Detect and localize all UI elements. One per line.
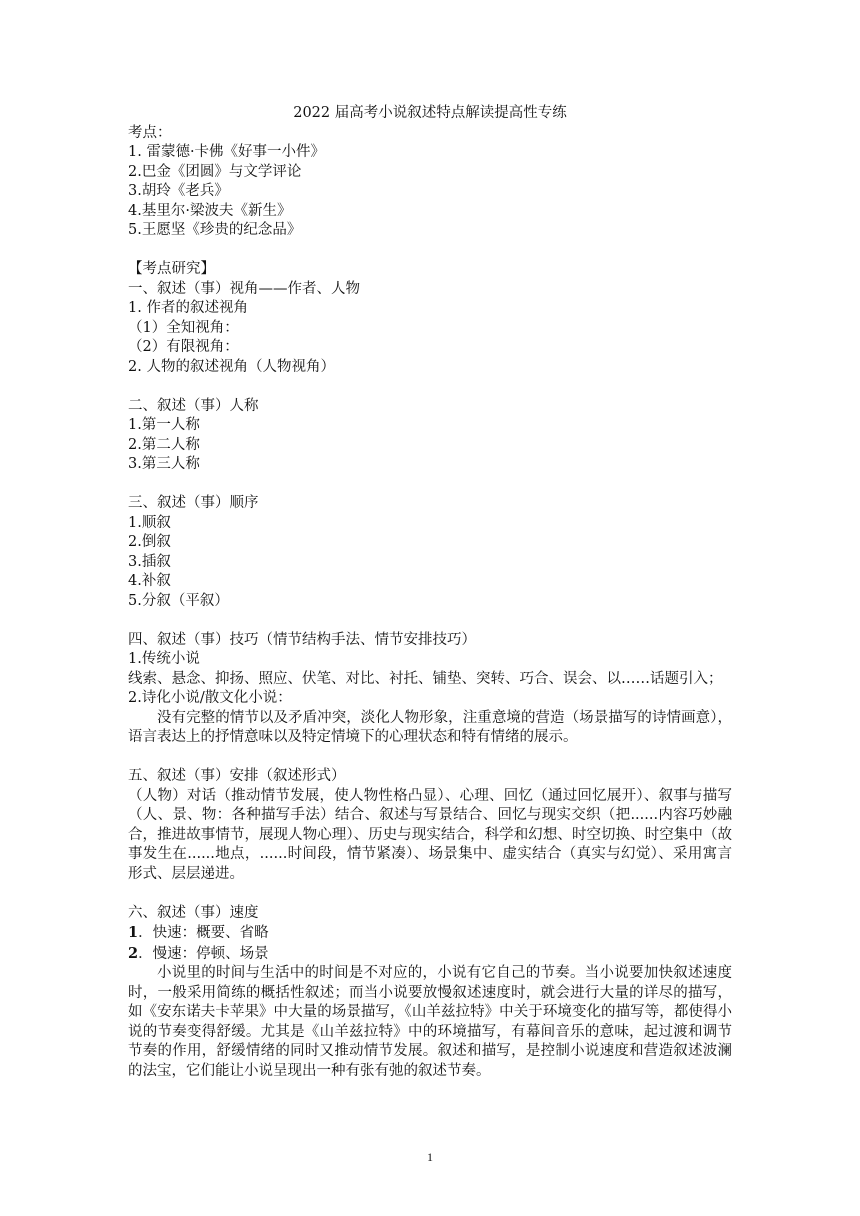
section-line: 4.补叙 — [128, 573, 171, 589]
subsection-heading: 2.诗化小说/散文化小说： — [128, 690, 292, 706]
paragraph: （人物）对话（推动情节发展，使人物性格凸显）、心理、回忆（通过回忆展开）、叙事与描写（人、景、物：各种描写手法）结合、叙述与写景结合、回忆与现实交织（把......内容巧妙融合，推进故事情节，展现人物心理）、历史与现实结合，科学和幻想、时空切换、时空集中（故事发生在......地点，......时间段，情节紧凑）、场景集中、虚实结合（真实与幻觉）、采用寓言形式、层层递进。 — [128, 787, 732, 882]
section-line: 2.第二人称 — [128, 436, 200, 453]
section-heading: 三、叙述（事）顺序 — [128, 495, 259, 511]
point-item: 3.胡玲《老兵》 — [128, 183, 229, 199]
point-item: 1. 雷蒙德·卡佛《好事一小件》 — [128, 144, 326, 160]
document-title: 2022 届高考小说叙述特点解读提高性专练 — [293, 105, 567, 121]
subsection-heading: 1.传统小说 — [128, 651, 200, 667]
section-heading: 一、叙述（事）视角——作者、人物 — [128, 280, 360, 297]
point-item: 2.巴金《团圆》与文学评论 — [128, 163, 302, 180]
page-number: 1 — [427, 1150, 433, 1164]
spacer — [128, 475, 732, 495]
section-line: 2. 人物的叙述视角（人物视角） — [128, 358, 335, 375]
points-heading: 考点： — [128, 124, 172, 141]
point-item: 5.王愿坚《珍贵的纪念品》 — [128, 222, 302, 238]
spacer — [128, 241, 732, 261]
spacer — [128, 611, 732, 631]
section-line: 3.插叙 — [128, 553, 171, 570]
list-text: ．快速：概要、省略 — [138, 925, 269, 941]
section-line: 3.第三人称 — [128, 456, 200, 472]
speed-slow-line — [128, 944, 732, 965]
research-heading: 【考点研究】 — [128, 261, 215, 277]
section-line: 2.倒叙 — [128, 534, 171, 550]
section-line: 1.顺叙 — [128, 514, 171, 531]
list-number: 1 — [128, 924, 139, 941]
speed-fast-line — [128, 923, 732, 944]
section-line: 1. 作者的叙述视角 — [128, 300, 248, 316]
section-line: （1）全知视角： — [128, 319, 239, 336]
section-line: 1.第一人称 — [128, 417, 200, 433]
section-heading: 四、叙述（事）技巧（情节结构手法、情节安排技巧） — [128, 631, 476, 648]
section-heading: 六、叙述（事）速度 — [128, 904, 259, 921]
spacer — [128, 748, 732, 768]
section-line: （2）有限视角： — [128, 339, 239, 355]
document-body — [128, 104, 732, 1081]
paragraph: 没有完整的情节以及矛盾冲突，淡化人物形象，注重意境的营造（场景描写的诗情画意），语言表达上的抒情意味以及特定情境下的心理状态和特有情绪的展示。 — [128, 709, 732, 745]
point-item: 4.基里尔·梁波夫《新生》 — [128, 202, 292, 219]
spacer — [128, 884, 732, 904]
section-heading: 五、叙述（事）安排（叙述形式） — [128, 768, 346, 784]
section-line: 5.分叙（平叙） — [128, 592, 229, 609]
spacer — [128, 377, 732, 397]
paragraph: 线索、悬念、抑扬、照应、伏笔、对比、衬托、铺垫、突转、巧合、误会、以……话题引入； — [128, 670, 723, 687]
list-number: 2 — [128, 944, 139, 962]
paragraph: 小说里的时间与生活中的时间是不对应的，小说有它自己的节奏。当小说要加快叙述速度时，一般采用简练的概括性叙述；而当小说要放慢叙述速度时，就会进行大量的详尽的描写，如《安东诺夫卡苹果》中大量的场景描写，《山羊兹拉特》中关于环境变化的描写等，都使得小说的节奏变得舒缓。尤其是《山羊兹拉特》中的环境描写，有幕间音乐的意味，起过渡和调节节奏的作用，舒缓情绪的同时又推动情节发展。叙述和描写，是控制小说速度和营造叙述波澜的法宝，它们能让小说呈现出一种有张有弛的叙述节奏。 — [128, 965, 732, 1079]
section-heading: 二、叙述（事）人称 — [128, 397, 259, 414]
list-text: ．慢速：停顿、场景 — [138, 945, 269, 962]
